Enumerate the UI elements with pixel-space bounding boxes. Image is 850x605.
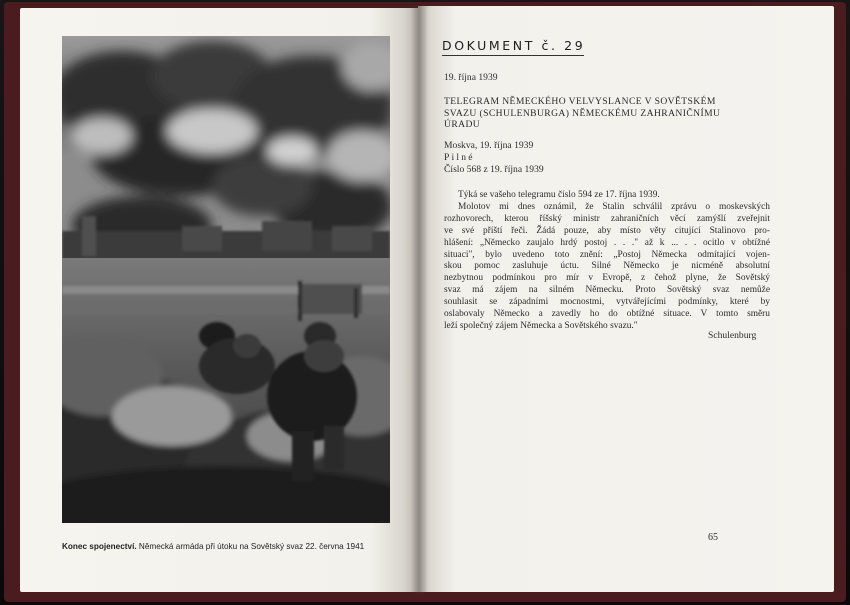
document-body [444,190,770,333]
place-date: Moskva, 19. října 1939 [444,140,534,151]
heading-underline [442,55,584,56]
body-line: ve své příští řeči. Žádá pouze, aby místo věty citující Stalinovo pro- [444,225,770,236]
body-line: rozhovorech, kterou říšský ministr zahraničních věcí zamýšlí zveřejnit [444,213,770,224]
war-photograph [62,36,390,523]
body-line: skou pomoc zasluhuje úctu. Silné Německo je nicméně absolutní [444,261,770,272]
title-line: ÚRADU [444,119,481,131]
caption-text: Německá armáda při útoku na Sovětský svaz 22. června 1941 [138,542,365,551]
body-line: Týká se vašeho telegramu číslo 594 ze 17. října 1939. [458,190,660,200]
body-line: nezbytnou podmínkou pro mír v Evropě, z čehož plyne, že Sovětský [444,273,770,284]
body-line: situaci", bylo uvedeno toto znění: „Postoj Německa odmítající vojen- [444,249,770,260]
body-line: Molotov mi dnes oznámil, že Stalin schválil zprávu o moskevských [458,201,770,212]
body-line: svaz má zájem na silném Německu. Proto Sovětský svaz nemůže [444,285,770,296]
page-number: 65 [708,532,718,543]
body-line: hlášení: „Německo zaujalo hrdý postoj . . ." až k ... . . ocitlo v obtížné [444,237,770,248]
photo-illustration [62,36,390,523]
body-line: oslabovaly Německo a zavedly ho do obtížné situace. V tomto směru [444,309,770,320]
title-line: SVAZU (SCHULENBURGA) NĚMECKÉMU ZAHRANIČNÍMU [444,107,721,119]
caption-title: Konec spojenectví. [62,542,137,551]
title-line: TELEGRAM NĚMECKÉHO VELVYSLANCE V SOVĚTSKÉM [444,96,716,107]
body-line: leží společný zájem Německa a Sovětského svazu." [444,320,638,331]
document-title [444,96,720,131]
priority: Pilné [444,152,475,163]
photo-caption [62,542,402,551]
signature: Schulenburg [708,330,757,341]
document-date: 19. října 1939 [444,72,498,83]
body-line: souhlasit se západními mocnostmi, vytvářejícími podmínky, které by [444,297,770,308]
document-heading: DOKUMENT č. 29 [442,38,586,53]
telegram-number: Číslo 568 z 19. října 1939 [444,164,544,175]
